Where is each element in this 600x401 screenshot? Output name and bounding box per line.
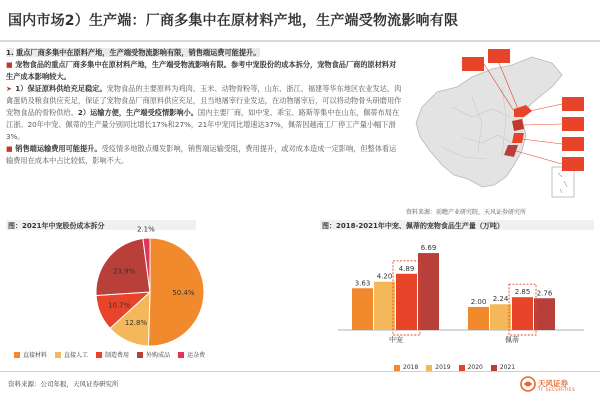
bar-value-label: 4.20	[376, 272, 393, 281]
legend-swatch	[96, 352, 102, 358]
bar-legend-item	[459, 364, 483, 371]
sub-point-1	[6, 83, 402, 143]
point-1-number: 1.	[6, 48, 14, 57]
arrow-bullet-icon: ➤	[6, 85, 12, 93]
tf-logo-icon	[520, 376, 536, 392]
legend-label: 2021	[499, 364, 516, 371]
bar-legend-item	[491, 364, 515, 371]
bar-value-label: 2.85	[514, 288, 531, 297]
sub-point-2-label: 2）运输方便，生产端受疫情影响小。	[77, 108, 198, 117]
logo-text: 天风证券	[538, 379, 568, 388]
china-map-figure	[402, 47, 592, 217]
legend-label: 运杂费	[187, 352, 206, 359]
legend-label: 2018	[403, 364, 419, 371]
sub-point-1-text: 宠物食品的主要原料为鸡肉、玉米、动物骨粉等，山东、浙江、福建等华东地区农业发达，肉禽蛋奶及粮食供应充足，保证了宠物食品厂商原料供应充足，且当地屠宰行业发达，在动物屠宰后，可以将动物骨头研磨用作宠物食品的骨粉供给。	[6, 84, 402, 117]
bullet-2	[6, 143, 402, 167]
legend-label: 直接人工	[64, 352, 89, 359]
zhejiang-region	[512, 133, 524, 143]
bullet-2-text: 受疫情多地散点爆发影响，销售端运输受阻，费用提升，或对成本造成一定影响，但整体看运输费用在成本中占比较低，影响不大。	[6, 144, 397, 165]
bar-value-label: 2.76	[536, 289, 553, 298]
pie-legend-item	[96, 350, 129, 359]
legend-label: 直接材料	[23, 352, 48, 359]
bar-佩蒂-2021	[534, 298, 555, 330]
point-1	[6, 47, 402, 59]
pie-legend-item	[137, 350, 170, 359]
pie-slice-label: 10.7%	[108, 301, 131, 310]
pie-legend-item	[14, 350, 47, 359]
bullet-2-lead: 销售端运输费用可能提升。	[15, 144, 102, 153]
bar-value-label: 3.63	[354, 279, 371, 288]
legend-swatch	[178, 352, 184, 358]
footer-source: 资料来源：公司年报，天风证券研究所	[8, 380, 119, 388]
china-map	[402, 47, 592, 207]
legend-swatch	[55, 352, 61, 358]
legend-label: 外购成品	[146, 352, 171, 359]
body-text	[6, 47, 402, 167]
bullet-1	[6, 59, 402, 83]
south-sea-islands	[558, 173, 567, 193]
pie-legend	[14, 350, 205, 359]
pie-chart	[40, 225, 260, 352]
bullet-1-lead: 宠物食品的重点厂商多集中在原材料产地，生产端受物流影响有限。	[15, 60, 231, 69]
legend-swatch	[394, 365, 400, 371]
x-category-label: 佩蒂	[505, 336, 519, 344]
bar-佩蒂-2019	[490, 304, 511, 330]
south-sea-inset	[552, 167, 574, 197]
bar-value-label: 2.00	[470, 298, 487, 306]
bar-legend	[394, 364, 515, 371]
map-source: 资料来源：前瞻产业研究院，天风证券研究所	[406, 209, 527, 216]
pie-slice-label: 2.1%	[136, 225, 155, 234]
legend-label: 制造费用	[105, 352, 130, 359]
sub-point-1-label: 1）保证原料供给充足稳定。	[15, 84, 107, 93]
bullet-square-icon: ■	[6, 145, 13, 153]
pie-legend-item	[55, 350, 88, 359]
pie-legend-item	[178, 350, 205, 359]
bar-中宠-2020	[396, 274, 417, 330]
legend-swatch	[491, 365, 497, 371]
bar-chart-title: 图：2018-2021年中宠、佩蒂的宠物食品生产量（万吨）	[322, 222, 504, 230]
bar-legend-item	[426, 364, 450, 371]
point-1-text: 重点厂商多集中在原料产地，生产端受物流影响有限，销售端运费可能提升。	[16, 48, 261, 57]
sub-point-2-text: 国内主要厂商，如中宠、乖宝、路斯等集中在山东，佩蒂布局在江浙。20年中宠、佩蒂的生产量分别同比增长17%和27%，21年中宠同比增速达37%，佩蒂因越南工厂停工产量小幅下滑3%。	[6, 108, 400, 141]
bar-value-label: 2.24	[492, 295, 509, 304]
legend-swatch	[137, 352, 143, 358]
china-outline	[416, 57, 562, 187]
bullet-1-text: 参考中宠股份的成本拆分，宠物食品厂商的原材料对生产成本影响较大。	[6, 60, 397, 81]
pie-slice-label: 23.9%	[112, 267, 136, 276]
bar-中宠-2021	[418, 253, 439, 330]
bar-value-label: 4.89	[398, 264, 415, 273]
legend-swatch	[426, 365, 432, 371]
bar-佩蒂-2018	[468, 307, 489, 330]
x-category-label: 中宠	[389, 336, 403, 344]
page-title: 国内市场2）生产端：厂商多集中在原材料产地，生产端受物流影响有限	[8, 13, 459, 29]
bar-佩蒂-2020	[512, 297, 533, 330]
legend-swatch	[459, 365, 465, 371]
legend-swatch	[14, 352, 20, 358]
pie-slice-label: 50.4%	[172, 288, 195, 297]
bullet-square-icon: ■	[6, 61, 13, 69]
footer-divider	[0, 371, 600, 372]
legend-label: 2019	[435, 364, 451, 371]
bar-中宠-2018	[352, 288, 373, 330]
pie-slice-label: 12.8%	[124, 318, 148, 327]
title-bar	[0, 0, 600, 40]
logo-subtext: TF SECURITIES	[538, 388, 576, 393]
bar-value-label: 6.69	[420, 244, 437, 253]
title-divider	[0, 40, 600, 42]
bar-chart	[318, 232, 598, 364]
jiangsu-region	[512, 119, 524, 131]
pie-chart-title: 图：2021年中宠股份成本拆分	[8, 222, 105, 230]
bar-legend-item	[394, 364, 418, 371]
bar-中宠-2019	[374, 282, 395, 330]
legend-label: 2020	[467, 364, 483, 371]
